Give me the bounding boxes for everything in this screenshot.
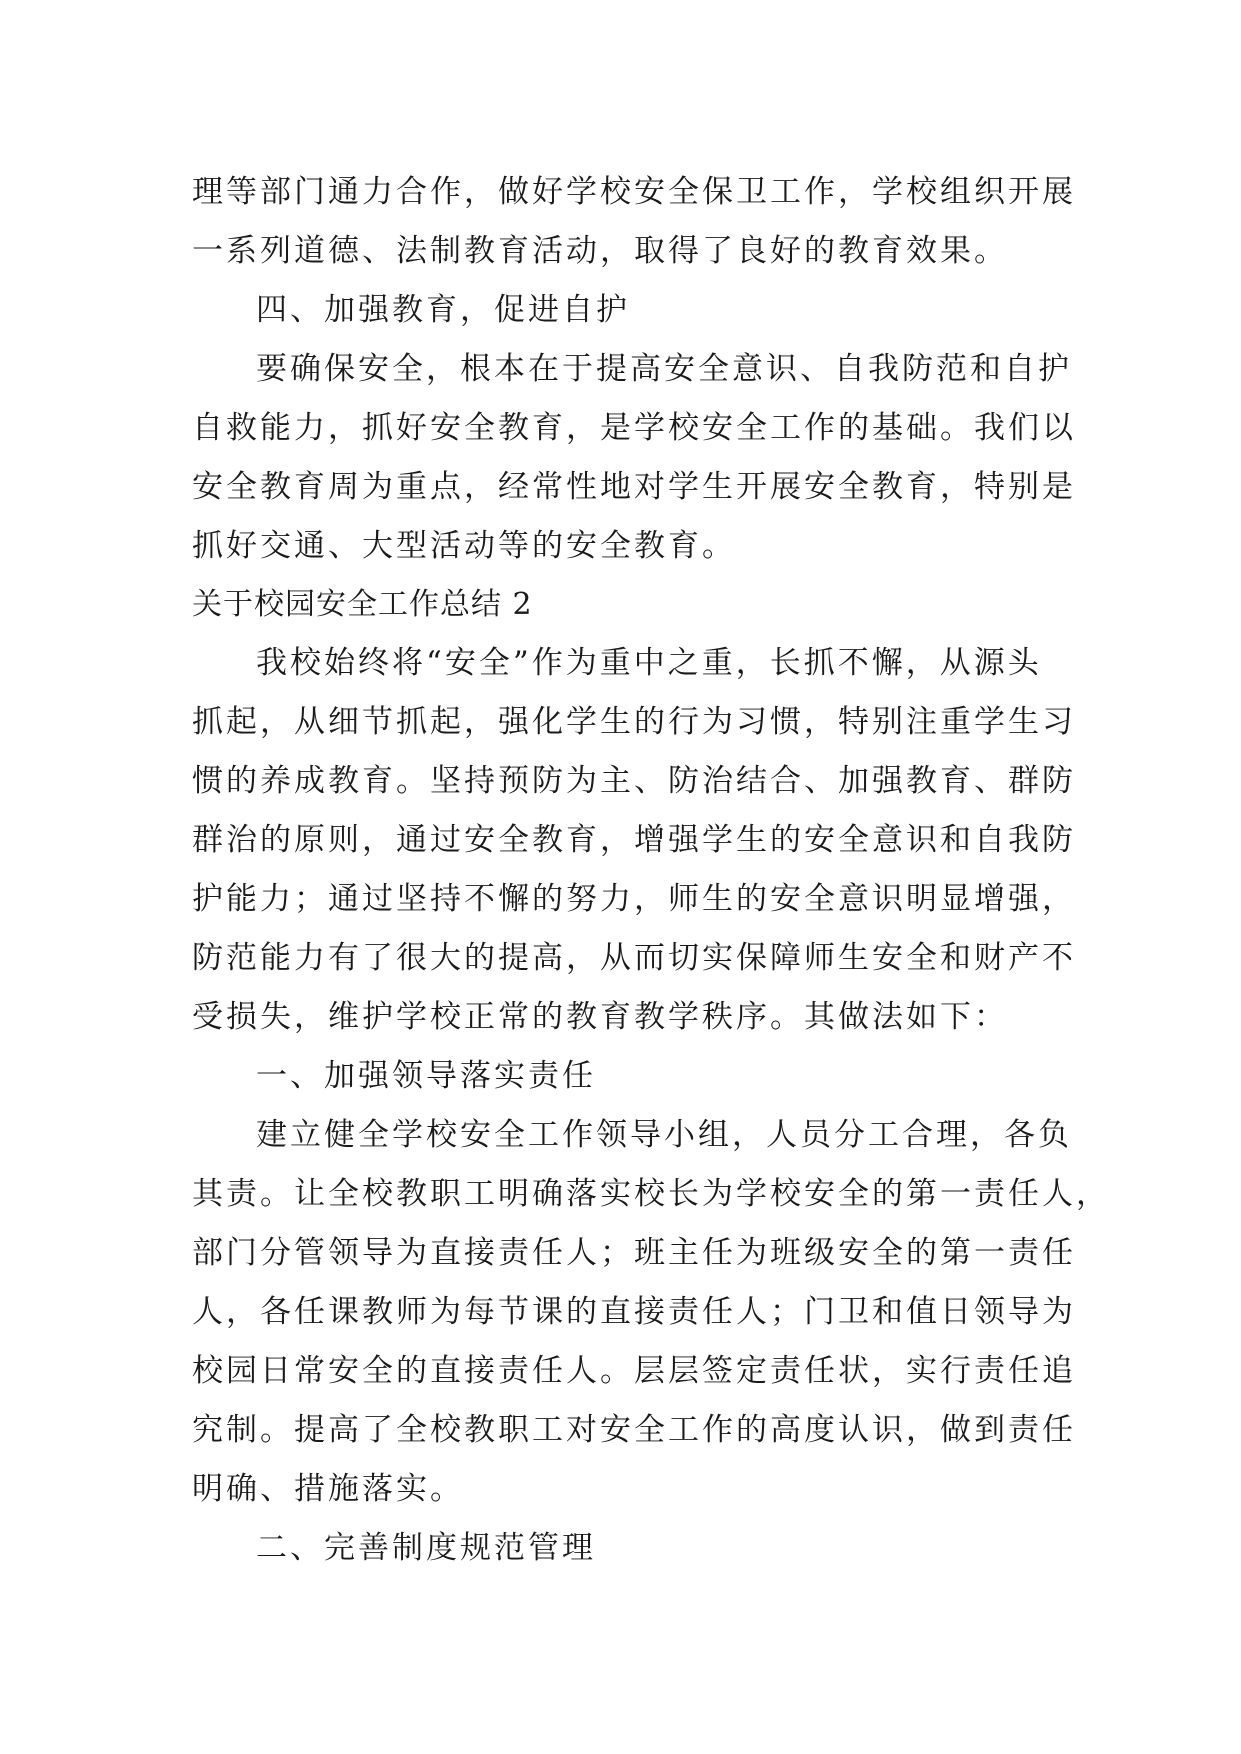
paragraph-line: 抓起，从细节抓起，强化学生的行为习惯，特别注重学生习 — [192, 704, 1076, 740]
paragraph-line: 护能力；通过坚持不懈的努力，师生的安全意识明显增强， — [192, 881, 1076, 917]
section-heading: 一、加强领导落实责任 — [256, 1058, 596, 1094]
paragraph-line: 群治的原则，通过安全教育，增强学生的安全意识和自我防 — [192, 822, 1076, 858]
paragraph-line: 防范能力有了很大的提高，从而切实保障师生安全和财产不 — [192, 940, 1076, 976]
paragraph-line: 其责。让全校教职工明确落实校长为学校安全的第一责任人， — [192, 1176, 1110, 1212]
paragraph-line: 抓好交通、大型活动等的安全教育。 — [192, 528, 736, 564]
paragraph-line: 安全教育周为重点，经常性地对学生开展安全教育，特别是 — [192, 469, 1076, 505]
paragraph-line: 要确保安全，根本在于提高安全意识、自我防范和自护 — [256, 351, 1072, 387]
section-heading: 四、加强教育，促进自护 — [256, 292, 630, 328]
section-heading: 二、完善制度规范管理 — [256, 1530, 596, 1566]
paragraph-line: 一系列道德、法制教育活动，取得了良好的教育效果。 — [192, 233, 1008, 269]
paragraph-line: 惯的养成教育。坚持预防为主、防治结合、加强教育、群防 — [192, 763, 1076, 799]
paragraph-line: 部门分管领导为直接责任人；班主任为班级安全的第一责任 — [192, 1235, 1076, 1271]
paragraph-line: 受损失，维护学校正常的教育教学秩序。其做法如下： — [192, 999, 1008, 1035]
paragraph-line: 我校始终将“安全”作为重中之重，长抓不懈，从源头 — [256, 645, 1042, 681]
paragraph-line: 自救能力，抓好安全教育，是学校安全工作的基础。我们以 — [192, 410, 1076, 446]
document-body — [192, 163, 1110, 1578]
paragraph-line: 明确、措施落实。 — [192, 1471, 464, 1507]
document-title: 关于校园安全工作总结 2 — [192, 587, 533, 622]
paragraph-line: 校园日常安全的直接责任人。层层签定责任状，实行责任追 — [192, 1353, 1076, 1389]
paragraph-line: 究制。提高了全校教职工对安全工作的高度认识，做到责任 — [192, 1412, 1076, 1448]
paragraph-line: 人，各任课教师为每节课的直接责任人；门卫和值日领导为 — [192, 1294, 1076, 1330]
paragraph-line: 理等部门通力合作，做好学校安全保卫工作，学校组织开展 — [192, 174, 1076, 210]
paragraph-line: 建立健全学校安全工作领导小组，人员分工合理，各负 — [256, 1117, 1072, 1153]
